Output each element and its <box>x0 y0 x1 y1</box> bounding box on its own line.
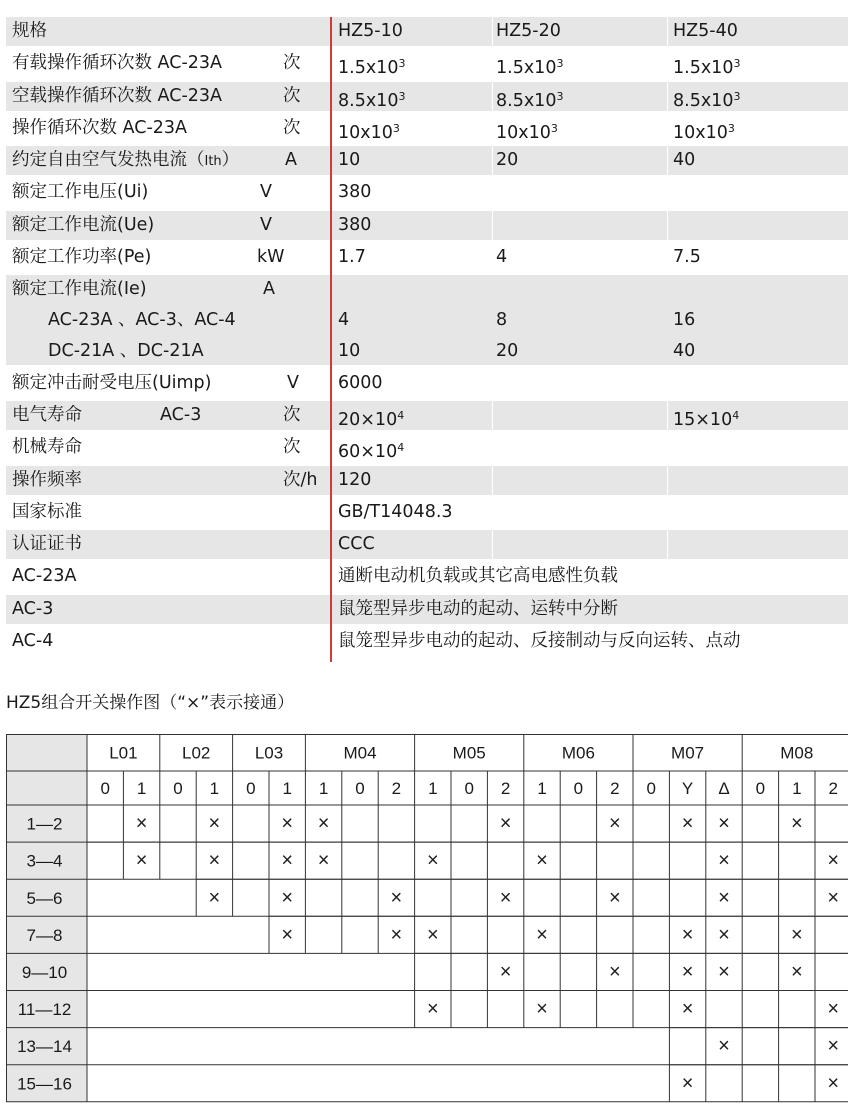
row-label: 3—4 <box>26 851 63 871</box>
spec-value <box>338 146 360 175</box>
value-text: 1.5x10 <box>338 58 399 79</box>
label-text: 额定冲击耐受电压(Uimp) <box>12 372 212 393</box>
spec-value <box>673 401 739 435</box>
on-mark: × <box>827 1072 840 1095</box>
value-exponent: 3 <box>550 121 558 135</box>
label-text: AC-3 <box>12 598 54 619</box>
value-text: 鼠笼型异步电动的起动、反接制动与反向运转、点动 <box>338 631 741 652</box>
label-text: 约定自由空气发热电流（ <box>12 150 205 171</box>
value-text: 8.5x10 <box>673 90 734 111</box>
value-text: 6000 <box>338 372 383 393</box>
cell-divider <box>492 530 493 559</box>
value-text: 15×10 <box>673 409 733 430</box>
value-text: 10x10 <box>673 122 728 143</box>
spec-label <box>12 498 82 527</box>
spec-header-row <box>6 17 848 46</box>
on-mark: × <box>718 886 730 909</box>
position-label: 0 <box>755 779 766 798</box>
spec-value <box>338 530 375 559</box>
on-mark: × <box>317 812 330 835</box>
spec-unit: 次 <box>283 85 301 106</box>
value-text: 通断电动机负载或其它高电感性负载 <box>338 566 618 587</box>
label-text: 额定工作功率(Pe) <box>12 247 152 268</box>
spec-value <box>338 114 400 148</box>
spec-row <box>6 49 848 78</box>
model-name: HZ5-10 <box>338 21 403 41</box>
cell-divider <box>492 401 493 430</box>
sub-label: DC-21A 、DC-21A <box>48 341 204 362</box>
label-text: 空载操作循环次数 AC-23A <box>12 85 222 106</box>
position-label: 1 <box>428 779 438 798</box>
on-mark: × <box>790 923 803 946</box>
model-name: HZ5-20 <box>496 21 561 41</box>
spec-value <box>673 82 740 116</box>
group-header: M07 <box>671 743 705 763</box>
value-text: GB/T14048.3 <box>338 501 453 522</box>
spec-row <box>6 211 848 240</box>
spec-unit: kW <box>257 247 285 268</box>
on-mark: × <box>681 812 694 835</box>
on-mark: × <box>499 812 512 835</box>
spec-row <box>6 114 848 143</box>
value-exponent: 3 <box>727 121 735 135</box>
row-label: 1—2 <box>26 814 63 834</box>
cell-divider <box>667 369 668 398</box>
value-text: 20×10 <box>338 409 398 430</box>
value-text: 1.7 <box>338 247 366 268</box>
value-exponent: 3 <box>392 121 400 135</box>
group-header: M05 <box>452 743 486 763</box>
spec-value: 20 <box>496 341 519 362</box>
on-mark: × <box>426 998 439 1021</box>
on-mark: × <box>208 812 221 835</box>
label-tail: ） <box>221 150 240 171</box>
group-header: L02 <box>182 743 211 763</box>
on-mark: × <box>499 960 512 983</box>
label-text: 额定工作电流(Ue) <box>12 214 155 235</box>
cell-divider <box>492 466 493 495</box>
spec-value: 16 <box>673 310 696 331</box>
model-name: HZ5-40 <box>673 21 738 41</box>
group-header: L03 <box>254 743 284 763</box>
spec-value: 4 <box>338 310 350 331</box>
spec-value <box>338 466 371 495</box>
cell-divider <box>667 178 668 207</box>
spec-value <box>338 595 618 624</box>
value-text: 4 <box>496 247 508 268</box>
spec-label <box>12 627 53 656</box>
label-subscript: Ith <box>204 154 222 170</box>
spec-label <box>12 466 82 495</box>
on-mark: × <box>718 849 730 872</box>
spec-label <box>12 243 151 272</box>
position-label: 2 <box>391 779 402 798</box>
position-label: Y <box>681 779 694 798</box>
position-label: 2 <box>828 779 838 798</box>
value-text: 380 <box>338 182 372 203</box>
value-text: 10 <box>338 150 361 171</box>
position-label: 0 <box>100 779 110 798</box>
on-mark: × <box>718 960 730 983</box>
spec-value: 10 <box>338 341 361 362</box>
spec-value: 8 <box>496 310 508 331</box>
spec-value <box>673 114 735 148</box>
spec-row <box>6 369 848 398</box>
spec-value <box>338 243 366 272</box>
spec-value <box>338 498 453 527</box>
value-exponent: 3 <box>733 89 741 103</box>
value-exponent: 4 <box>397 441 405 455</box>
cell-divider <box>667 401 668 430</box>
spec-table <box>6 17 848 659</box>
on-mark: × <box>608 960 621 983</box>
spec-value <box>338 401 404 435</box>
position-label: 1 <box>318 779 329 798</box>
position-label: Δ <box>718 779 730 798</box>
cell-divider <box>492 433 493 462</box>
spec-value <box>496 82 563 116</box>
spec-row <box>6 562 848 591</box>
cell-divider <box>667 530 668 559</box>
position-label: 0 <box>246 779 256 798</box>
value-exponent: 4 <box>732 408 740 422</box>
spec-value <box>338 49 405 83</box>
cell-divider <box>667 466 668 495</box>
row-label: 5—6 <box>26 888 63 908</box>
position-label: 0 <box>464 779 474 798</box>
matrix-title: HZ5组合开关操作图（“×”表示接通） <box>6 693 295 713</box>
on-mark: × <box>718 923 730 946</box>
spec-unit: A <box>285 150 297 171</box>
cell-divider <box>492 49 493 78</box>
spec-label <box>12 49 222 78</box>
on-mark: × <box>426 923 439 946</box>
value-exponent: 3 <box>556 89 564 103</box>
rated-current-row <box>6 275 848 365</box>
on-mark: × <box>135 812 148 835</box>
on-mark: × <box>827 1035 840 1058</box>
label-text: 电气寿命 <box>12 404 82 425</box>
cell-divider <box>667 211 668 240</box>
spec-row <box>6 433 848 462</box>
value-text: 10x10 <box>338 122 393 143</box>
spec-row <box>6 401 848 430</box>
spec-unit: 次 <box>283 117 301 138</box>
label-text: 操作频率 <box>12 469 82 490</box>
value-text: 8.5x10 <box>338 90 399 111</box>
position-label: 1 <box>792 779 802 798</box>
spec-label <box>12 114 187 143</box>
spec-value <box>496 114 558 148</box>
row-label: 11—12 <box>17 1000 72 1020</box>
column-divider-line <box>330 17 332 662</box>
spec-row <box>6 498 848 527</box>
cell-divider <box>492 114 493 143</box>
group-header: L01 <box>109 743 138 763</box>
row-label: 9—10 <box>21 962 68 982</box>
label-text: 认证证书 <box>12 534 82 555</box>
spec-unit: A <box>263 279 275 300</box>
on-mark: × <box>790 812 803 835</box>
value-exponent: 3 <box>398 89 406 103</box>
on-mark: × <box>608 886 621 909</box>
spec-value: 40 <box>673 341 696 362</box>
cell-divider <box>492 17 493 46</box>
spec-row <box>6 243 848 272</box>
value-text: 1.5x10 <box>673 58 734 79</box>
on-mark: × <box>536 998 548 1021</box>
cell-divider <box>667 433 668 462</box>
label-text: 机械寿命 <box>12 437 82 458</box>
position-label: 2 <box>610 779 620 798</box>
group-header: M06 <box>561 743 595 763</box>
spec-label <box>12 82 222 111</box>
on-mark: × <box>718 812 730 835</box>
spec-unit: 次 <box>283 404 301 425</box>
on-mark: × <box>208 886 221 909</box>
position-label: 2 <box>500 779 511 798</box>
on-mark: × <box>790 960 803 983</box>
label-text: 有载操作循环次数 AC-23A <box>12 53 222 74</box>
on-mark: × <box>536 849 548 872</box>
spec-value <box>338 627 741 656</box>
on-mark: × <box>426 849 439 872</box>
spec-row <box>6 146 848 175</box>
value-text: 1.5x10 <box>496 58 557 79</box>
spec-label <box>12 211 154 240</box>
spec-header-label: 规格 <box>12 21 47 41</box>
on-mark: × <box>827 998 840 1021</box>
on-mark: × <box>536 923 548 946</box>
cell-divider <box>667 49 668 78</box>
on-mark: × <box>281 812 294 835</box>
position-label: 0 <box>355 779 365 798</box>
on-mark: × <box>827 886 840 909</box>
spec-unit: V <box>260 214 272 235</box>
value-text: 120 <box>338 469 372 490</box>
cell-divider <box>667 114 668 143</box>
row-label: 13—14 <box>17 1037 72 1057</box>
value-text: 8.5x10 <box>496 90 557 111</box>
on-mark: × <box>135 849 148 872</box>
spec-value <box>338 178 371 207</box>
label-text: AC-4 <box>12 631 54 652</box>
spec-label <box>12 595 53 624</box>
value-exponent: 3 <box>398 57 406 71</box>
group-header: M08 <box>780 743 814 763</box>
spec-value <box>338 433 404 467</box>
position-label: 1 <box>282 779 292 798</box>
spec-unit: V <box>287 372 299 393</box>
spec-unit: 次 <box>283 437 301 458</box>
cell-divider <box>667 17 668 46</box>
value-exponent: 3 <box>556 57 564 71</box>
on-mark: × <box>681 923 694 946</box>
spec-value <box>496 49 563 83</box>
spec-row <box>6 178 848 207</box>
value-text: 380 <box>338 214 372 235</box>
value-exponent: 4 <box>397 408 405 422</box>
spec-value <box>338 562 618 591</box>
spec-label <box>12 562 76 591</box>
on-mark: × <box>390 923 403 946</box>
cell-divider <box>492 178 493 207</box>
on-mark: × <box>281 886 294 909</box>
cell-divider <box>492 243 493 272</box>
on-mark: × <box>608 812 621 835</box>
cell-divider <box>667 82 668 111</box>
spec-label: 额定工作电流(Ie) <box>12 279 147 300</box>
label-text: 额定工作电压(Ui) <box>12 182 149 203</box>
spec-unit: 次/h <box>283 469 318 490</box>
position-label: 1 <box>136 779 147 798</box>
cell-divider <box>492 369 493 398</box>
on-mark: × <box>827 849 840 872</box>
on-mark: × <box>317 849 330 872</box>
spec-value <box>338 369 383 398</box>
cell-divider <box>667 146 668 175</box>
on-mark: × <box>390 886 403 909</box>
position-label: 0 <box>646 779 656 798</box>
value-text: 7.5 <box>673 247 701 268</box>
value-exponent: 3 <box>733 57 741 71</box>
sub-label: AC-23A 、AC-3、AC-4 <box>48 310 236 331</box>
spec-value <box>496 146 518 175</box>
position-label: 0 <box>573 779 584 798</box>
label-text: AC-23A <box>12 566 77 587</box>
on-mark: × <box>681 998 694 1021</box>
spec-unit: 次 <box>283 53 301 74</box>
row-label: 15—16 <box>17 1074 72 1094</box>
spec-label <box>12 401 82 430</box>
spec-row <box>6 627 848 656</box>
value-text: 20 <box>496 150 519 171</box>
spec-row <box>6 466 848 495</box>
spec-value <box>673 243 701 272</box>
spec-value <box>673 49 740 83</box>
position-label: 1 <box>537 779 547 798</box>
on-mark: × <box>718 1035 730 1058</box>
cell-divider <box>667 243 668 272</box>
label-text: 国家标准 <box>12 501 82 522</box>
spec-label <box>12 178 148 207</box>
on-mark: × <box>281 849 294 872</box>
spec-row <box>6 82 848 111</box>
spec-label <box>12 369 211 398</box>
row-label: 7—8 <box>26 925 63 945</box>
cell-divider <box>492 211 493 240</box>
value-text: 10x10 <box>496 122 551 143</box>
on-mark: × <box>208 849 221 872</box>
value-text: 60×10 <box>338 442 398 463</box>
spec-value <box>338 211 371 240</box>
group-header: M04 <box>343 743 377 763</box>
on-mark: × <box>281 923 294 946</box>
value-text: CCC <box>338 534 375 555</box>
on-mark: × <box>681 960 694 983</box>
position-label: 0 <box>173 779 183 798</box>
on-mark: × <box>499 886 512 909</box>
cell-divider <box>492 146 493 175</box>
spec-row <box>6 595 848 624</box>
spec-value <box>496 243 507 272</box>
spec-value <box>338 82 405 116</box>
spec-label <box>12 146 239 176</box>
spec-row <box>6 530 848 559</box>
spec-value <box>673 146 695 175</box>
operation-matrix <box>6 734 848 1114</box>
spec-label-secondary: AC-3 <box>160 404 202 425</box>
position-label: 1 <box>209 779 220 798</box>
on-mark: × <box>681 1072 694 1095</box>
value-text: 鼠笼型异步电动的起动、运转中分断 <box>338 598 618 619</box>
spec-label <box>12 433 82 462</box>
value-text: 40 <box>673 150 696 171</box>
spec-label <box>12 530 82 559</box>
label-text: 操作循环次数 AC-23A <box>12 117 187 138</box>
spec-unit: V <box>260 182 272 203</box>
cell-divider <box>492 82 493 111</box>
